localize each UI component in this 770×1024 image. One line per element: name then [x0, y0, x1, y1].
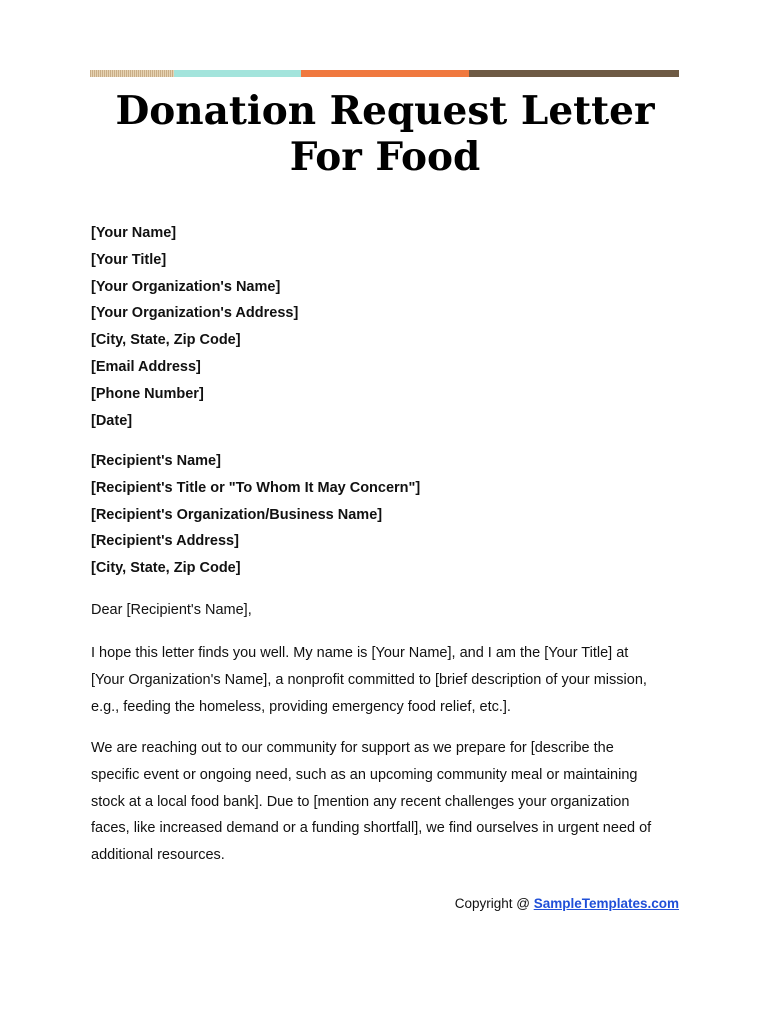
- copyright-prefix: Copyright @: [454, 896, 534, 911]
- title-line-2: For Food: [289, 134, 481, 180]
- paragraph-line: [Your Organization's Name], a nonprofit committed to [brief description of your mission,: [91, 671, 647, 688]
- recipient-org: [Recipient's Organization/Business Name]: [91, 506, 383, 523]
- paragraph-line: We are reaching out to our community for support as we prepare for [describe the: [91, 740, 614, 756]
- paragraph-intro: [91, 640, 691, 720]
- paragraph-line: specific event or ongoing need, such as an upcoming community meal or maintaining: [91, 766, 638, 783]
- sender-org-address: [Your Organization's Address]: [91, 305, 299, 322]
- sender-block: [91, 220, 691, 434]
- recipient-name: [Recipient's Name]: [91, 453, 221, 469]
- letter-date: [Date]: [91, 412, 133, 429]
- salutation: Dear [Recipient's Name],: [91, 602, 252, 618]
- sender-phone: [Phone Number]: [91, 385, 204, 402]
- color-bar-segment-orange: [301, 70, 469, 77]
- color-bar-segment-tan: [90, 70, 174, 77]
- paragraph-line: I hope this letter finds you well. My name is [Your Name], and I am the [Your Title] at: [91, 645, 629, 661]
- sender-title: [Your Title]: [91, 251, 167, 268]
- recipient-city-state-zip: [City, State, Zip Code]: [91, 560, 241, 577]
- title-line-1: Donation Request Letter: [115, 88, 655, 134]
- paragraph-line: stock at a local food bank]. Due to [mention any recent challenges your organization: [91, 793, 630, 810]
- sender-org-name: [Your Organization's Name]: [91, 278, 281, 295]
- recipient-title: [Recipient's Title or "To Whom It May Concern"]: [91, 479, 421, 496]
- sender-city-state-zip: [City, State, Zip Code]: [91, 332, 241, 349]
- recipient-block: [91, 448, 691, 582]
- color-bar-segment-teal: [174, 70, 301, 77]
- sender-name: [Your Name]: [91, 225, 177, 241]
- sampletemplates-link[interactable]: SampleTemplates.com: [533, 896, 679, 911]
- paragraph-line: faces, like increased demand or a funding shortfall], we find ourselves in urgent need of: [91, 820, 652, 837]
- sender-email: [Email Address]: [91, 358, 201, 375]
- page-title: [60, 88, 710, 180]
- paragraph-need: [91, 735, 691, 869]
- decorative-color-bar: [90, 70, 679, 77]
- recipient-address: [Recipient's Address]: [91, 533, 239, 550]
- paragraph-line: additional resources.: [91, 847, 225, 864]
- copyright-footer: [455, 895, 679, 913]
- color-bar-segment-brown: [469, 70, 679, 77]
- paragraph-line: e.g., feeding the homeless, providing emergency food relief, etc.].: [91, 698, 511, 715]
